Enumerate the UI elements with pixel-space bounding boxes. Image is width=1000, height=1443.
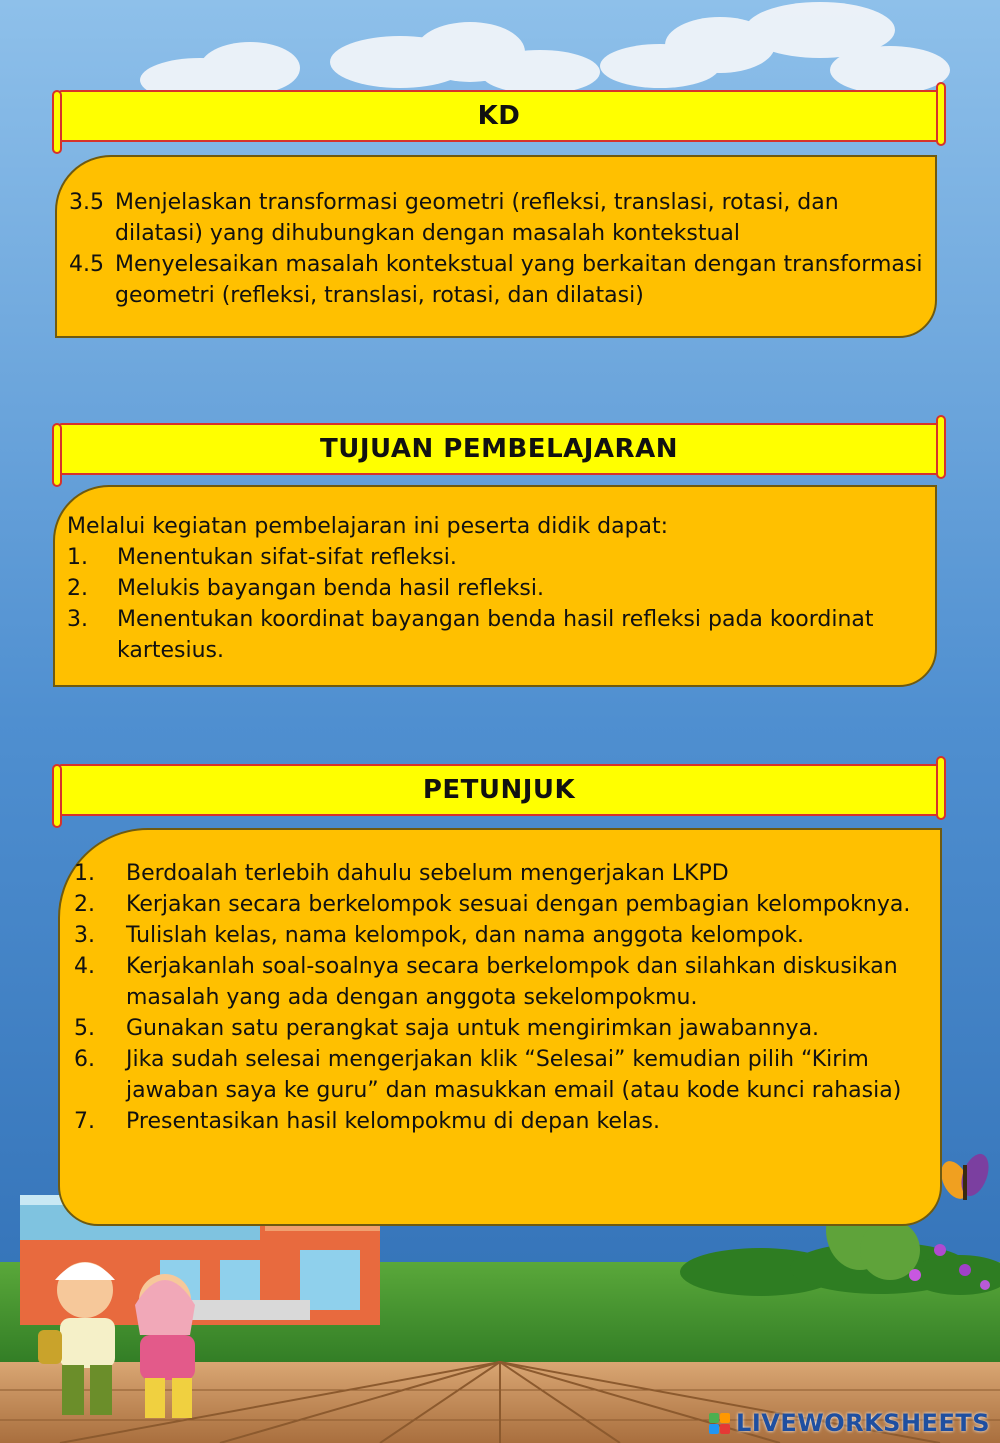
kd-item-number: 4.5: [69, 252, 104, 277]
petunjuk-item-number: 4.: [74, 954, 95, 979]
petunjuk-item-number: 6.: [74, 1047, 95, 1072]
tujuan-intro: Melalui kegiatan pembelajaran ini peserta didik dapat:: [67, 514, 669, 539]
petunjuk-item: [74, 858, 926, 889]
petunjuk-item-text: Presentasikan hasil kelompokmu di depan kelas.: [126, 1109, 660, 1134]
petunjuk-item-number: 3.: [74, 923, 95, 948]
petunjuk-item-text: Kerjakanlah soal-soalnya secara berkelompok dan silahkan diskusikan masalah yang ada dengan anggota sekelompokmu.: [126, 954, 898, 1010]
tujuan-item-text: Menentukan sifat-sifat refleksi.: [117, 545, 457, 570]
petunjuk-item: [74, 889, 926, 920]
kd-item: [69, 249, 923, 311]
petunjuk-item: [74, 920, 926, 951]
petunjuk-item: [74, 1044, 926, 1106]
petunjuk-item-text: Jika sudah selesai mengerjakan klik “Selesai” kemudian pilih “Kirim jawaban saya ke guru” dan masukkan email (atau kode kunci rahasia): [126, 1047, 902, 1103]
tujuan-banner: [58, 423, 940, 475]
kd-list: [69, 187, 923, 311]
petunjuk-item-text: Gunakan satu perangkat saja untuk mengirimkan jawabannya.: [126, 1016, 820, 1041]
tujuan-item-number: 3.: [67, 607, 88, 632]
petunjuk-item-text: Tulislah kelas, nama kelompok, dan nama anggota kelompok.: [126, 923, 805, 948]
kd-item: [69, 187, 923, 249]
petunjuk-panel: [58, 828, 942, 1226]
kd-panel: [55, 155, 937, 338]
tujuan-item-number: 2.: [67, 576, 88, 601]
liveworksheets-logo-icon: [709, 1413, 730, 1434]
tujuan-item-number: 1.: [67, 545, 88, 570]
kd-banner: [58, 90, 940, 142]
petunjuk-item-number: 1.: [74, 861, 95, 886]
petunjuk-item-number: 2.: [74, 892, 95, 917]
kd-title: KD: [477, 101, 521, 131]
tujuan-item-text: Menentukan koordinat bayangan benda hasil refleksi pada koordinat kartesius.: [117, 607, 874, 663]
petunjuk-item-number: 7.: [74, 1109, 95, 1134]
tujuan-item-text: Melukis bayangan benda hasil refleksi.: [117, 576, 544, 601]
tujuan-item: [67, 573, 923, 604]
tujuan-item: [67, 604, 923, 666]
petunjuk-title: PETUNJUK: [422, 775, 576, 805]
petunjuk-item: [74, 1013, 926, 1044]
petunjuk-list: [74, 858, 926, 1137]
liveworksheets-watermark[interactable]: [709, 1409, 990, 1437]
kd-item-text: Menyelesaikan masalah kontekstual yang berkaitan dengan transformasi geometri (refleksi, translasi, rotasi, dan dilatasi): [115, 252, 923, 308]
petunjuk-item-text: Kerjakan secara berkelompok sesuai dengan pembagian kelompoknya.: [126, 892, 911, 917]
watermark-text: LIVEWORKSHEETS: [736, 1409, 990, 1437]
tujuan-panel: [53, 485, 937, 687]
kd-item-number: 3.5: [69, 190, 104, 215]
tujuan-item: [67, 542, 923, 573]
tujuan-list: [67, 542, 923, 666]
tujuan-title: TUJUAN PEMBELAJARAN: [320, 434, 678, 464]
petunjuk-banner: [58, 764, 940, 816]
petunjuk-item: [74, 1106, 926, 1137]
kd-item-text: Menjelaskan transformasi geometri (refleksi, translasi, rotasi, dan dilatasi) yang dihubungkan dengan masalah kontekstual: [115, 190, 839, 246]
petunjuk-item-text: Berdoalah terlebih dahulu sebelum mengerjakan LKPD: [126, 861, 729, 886]
petunjuk-item-number: 5.: [74, 1016, 95, 1041]
petunjuk-item: [74, 951, 926, 1013]
